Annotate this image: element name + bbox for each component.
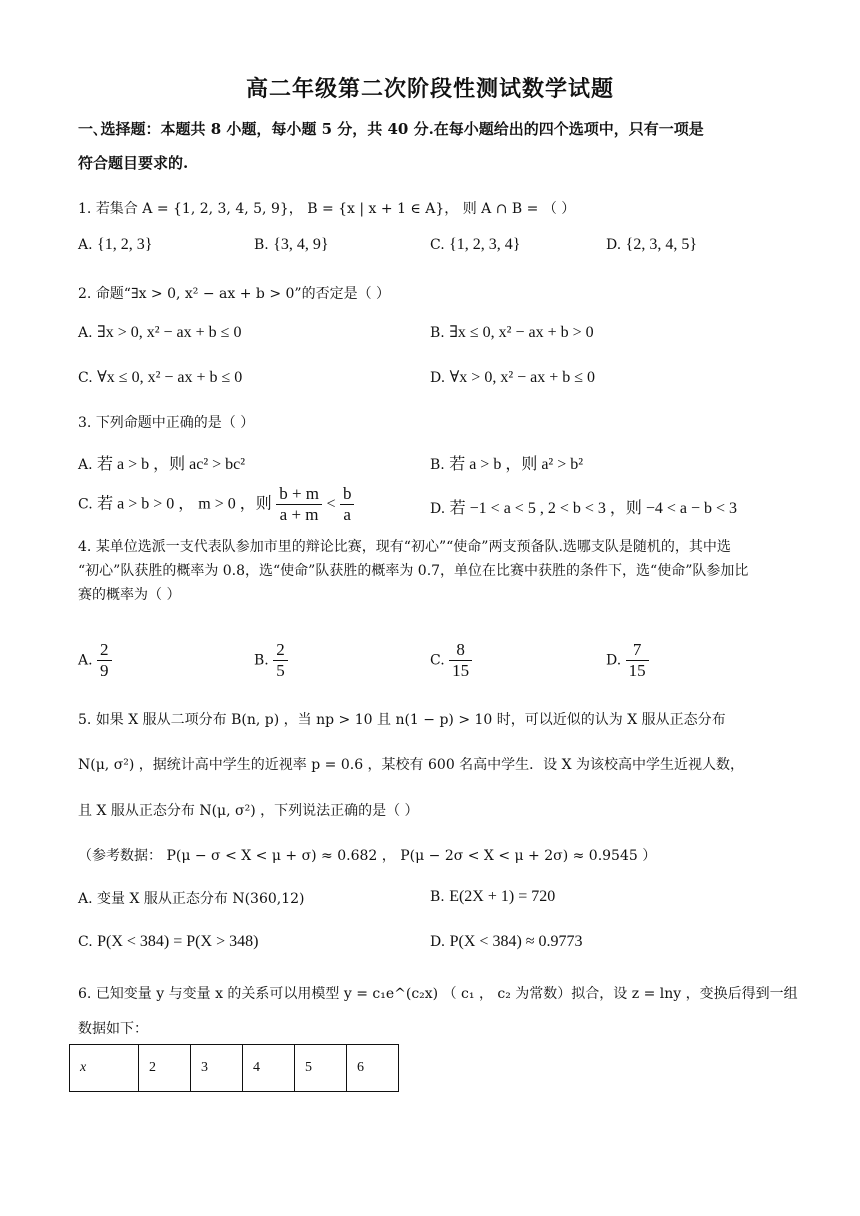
fraction: [340, 484, 355, 525]
fraction-denominator: a + m: [279, 505, 319, 524]
fraction-numerator: 8: [449, 640, 472, 661]
table-cell: 2: [139, 1045, 191, 1092]
section-heading: [78, 112, 783, 180]
fraction-denominator: 5: [276, 661, 285, 680]
fraction: [449, 640, 472, 681]
option-text: ∀x > 0, x² − ax + b ≤ 0: [449, 369, 596, 386]
page-title: 高二年级第二次阶段性测试数学试题: [245, 76, 614, 102]
question-5-line-2: N(μ, σ²) ，据统计高中学生的近视率 p = 0.6 ，某校有 600 名高中学生．设 X 为该校高中学生近视人数，: [78, 757, 745, 773]
table-cell: 3: [191, 1045, 243, 1092]
question-number: 2.: [78, 286, 92, 302]
q4-option-c: [430, 640, 472, 681]
fraction-numerator: b + m: [276, 484, 322, 505]
question-text: 如果 X 服从二项分布 B(n, p) ，当 np > 10 且 n(1 − p) > 10 时，可以近似的认为 X 服从正态分布: [95, 712, 726, 728]
fraction-denominator: 15: [452, 661, 470, 680]
q3-option-d: [430, 495, 737, 518]
question-text: 下列命题中正确的是（ ）: [95, 415, 255, 431]
question-2-stem: [78, 283, 390, 303]
option-label: C.: [430, 237, 445, 253]
option-text: ∀x ≤ 0, x² − ax + b ≤ 0: [97, 369, 243, 386]
q2-option-b: [430, 322, 594, 342]
q5-option-d: [430, 933, 583, 951]
option-text: ∃x ≤ 0, x² − ax + b > 0: [449, 324, 594, 341]
option-label: D.: [430, 370, 446, 386]
q1-option-b: [254, 236, 329, 254]
question-5-line-1: [78, 709, 726, 729]
option-label: C.: [430, 652, 445, 669]
option-text: {1, 2, 3}: [97, 236, 153, 253]
fraction: [273, 640, 288, 681]
option-text: 若 a > b > 0 ， m > 0 ，则: [97, 495, 272, 513]
fraction-numerator: b: [340, 484, 355, 505]
option-text: P(X < 384) = P(X > 348): [97, 933, 259, 950]
option-label: A.: [78, 237, 93, 253]
option-label: C.: [78, 496, 93, 513]
option-label: D.: [430, 934, 446, 950]
fraction: [626, 640, 649, 681]
question-text: 已知变量 y 与变量 x 的关系可以用模型 y = c₁e^(c₂x) （ c₁ ， c₂ 为常数）拟合，设 z = lny ，变换后得到一组: [95, 986, 798, 1002]
q2-option-d: [430, 367, 595, 387]
question-1-stem: [78, 198, 575, 218]
option-label: B.: [430, 889, 445, 905]
option-label: D.: [606, 237, 622, 253]
q3-option-a: [78, 451, 245, 474]
question-6-line-1: [78, 983, 798, 1003]
fraction: [97, 640, 112, 681]
option-label: D.: [430, 501, 446, 517]
option-label: B.: [254, 652, 269, 669]
q5-option-b: [430, 888, 555, 906]
q5-option-c: [78, 933, 258, 951]
option-text: E(2X + 1) = 720: [449, 888, 556, 905]
table-cell: 6: [347, 1045, 399, 1092]
less-than-sign: <: [326, 495, 336, 513]
section-heading-line-1: 一､选择题：本题共 8 小题，每小题 5 分，共 40 分.在每小题给出的四个选项中，只有一项是: [78, 120, 704, 138]
data-table: [69, 1044, 399, 1092]
option-label: A.: [78, 457, 93, 473]
fraction-numerator: 2: [97, 640, 112, 661]
option-text: 若 a > b ，则 ac² > bc²: [97, 456, 246, 473]
option-label: A.: [78, 325, 93, 341]
option-text: P(X < 384) ≈ 0.9773: [449, 933, 583, 950]
option-text: {1, 2, 3, 4}: [449, 236, 521, 253]
q1-option-d: [606, 236, 697, 254]
question-5-reference: （参考数据： P(μ − σ < X < μ + σ) ≈ 0.682 ， P(μ − 2σ < X < μ + 2σ) ≈ 0.9545 ）: [78, 848, 657, 864]
question-number: 1.: [78, 201, 92, 217]
question-6-line-2: 数据如下：: [78, 1021, 148, 1037]
q1-option-c: [430, 236, 520, 254]
option-label: C.: [78, 370, 93, 386]
fraction-denominator: 15: [628, 661, 646, 680]
q3-option-c: [78, 484, 354, 525]
option-text: ∃x > 0, x² − ax + b ≤ 0: [97, 324, 242, 341]
q3-option-b: [430, 451, 583, 474]
question-text: 命题“∃x > 0, x² − ax + b > 0”的否定是（ ）: [95, 286, 391, 302]
q2-option-a: [78, 322, 241, 342]
q5-option-a: [78, 888, 305, 908]
q2-option-c: [78, 367, 242, 387]
table-cell: 4: [243, 1045, 295, 1092]
question-3-stem: [78, 412, 254, 432]
option-label: C.: [78, 934, 93, 950]
fraction: [276, 484, 322, 525]
question-4-line-3: 赛的概率为（ ）: [78, 587, 181, 603]
section-heading-line-2: 符合题目要求的.: [78, 154, 189, 172]
question-number: 4.: [78, 539, 92, 555]
table-header-cell: x: [70, 1045, 139, 1092]
table-row: [70, 1045, 399, 1092]
table-cell: 5: [295, 1045, 347, 1092]
q4-option-d: [606, 640, 649, 681]
question-number: 6.: [78, 986, 92, 1002]
question-4-line-1: [78, 535, 783, 559]
question-4-line-2: “初心”队获胜的概率为 0.8，选“使命”队获胜的概率为 0.7，单位在比赛中获胜的条件下，选“使命”队参加比: [78, 563, 749, 579]
fraction-numerator: 7: [626, 640, 649, 661]
fraction-numerator: 2: [273, 640, 288, 661]
option-label: B.: [254, 237, 269, 253]
option-label: A.: [78, 652, 93, 669]
option-text: 变量 X 服从正态分布 N(360,12): [97, 891, 305, 907]
option-text: {3, 4, 9}: [273, 236, 329, 253]
question-text: 某单位选派一支代表队参加市里的辩论比赛，现有“初心”“使命”两支预备队.选哪支队是随机的，其中选: [95, 539, 731, 555]
option-label: B.: [430, 457, 445, 473]
question-5-line-3: 且 X 服从正态分布 N(μ, σ²) ，下列说法正确的是（ ）: [78, 803, 419, 819]
option-label: B.: [430, 325, 445, 341]
option-label: D.: [606, 652, 622, 669]
question-number: 3.: [78, 415, 92, 431]
q1-option-a: [78, 236, 152, 254]
question-number: 5.: [78, 712, 92, 728]
fraction-denominator: 9: [100, 661, 109, 680]
q4-option-b: [254, 640, 288, 681]
option-text: 若 a > b ，则 a² > b²: [449, 456, 584, 473]
option-text: 若 −1 < a < 5 , 2 < b < 3 ，则 −4 < a − b < 3: [449, 500, 738, 517]
q4-option-a: [78, 640, 112, 681]
question-text: 若集合 A = {1, 2, 3, 4, 5, 9}， B = {x | x + 1 ∈ A}， 则 A ∩ B = （ ）: [95, 201, 576, 217]
option-text: {2, 3, 4, 5}: [625, 236, 697, 253]
option-label: A.: [78, 891, 93, 907]
question-4-stem: [78, 535, 783, 607]
fraction-denominator: a: [343, 505, 351, 524]
